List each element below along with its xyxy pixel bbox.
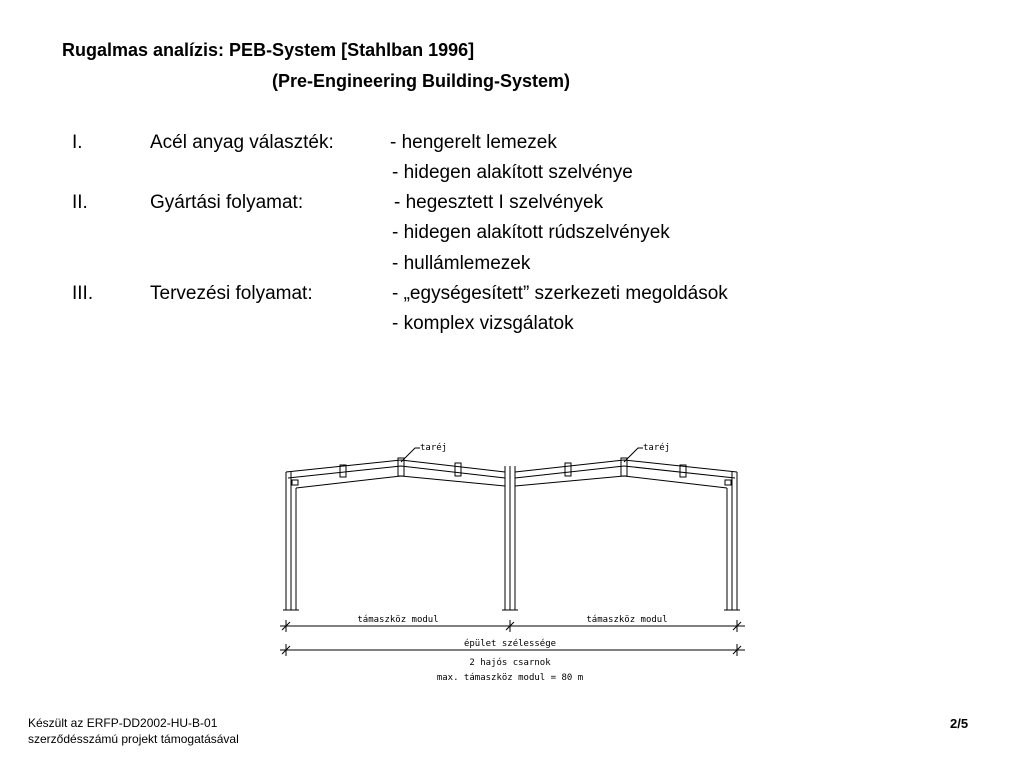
right-bay-rafters bbox=[515, 458, 737, 488]
ridge-label-right: taréj bbox=[643, 443, 671, 453]
ridge-label-left: taréj bbox=[420, 443, 448, 453]
title-line-1: Rugalmas analízis: PEB-System [Stahlban 1996] bbox=[62, 40, 475, 60]
section-1-number: I. bbox=[72, 132, 83, 153]
footer-line-2: szerződésszámú projekt támogatásával bbox=[28, 732, 239, 746]
section-1-item-2: - hidegen alakított szelvénye bbox=[392, 162, 633, 183]
title-line-2: (Pre-Engineering Building-System) bbox=[272, 71, 571, 91]
left-bay-rafters bbox=[286, 458, 505, 488]
portal-frame-diagram bbox=[270, 430, 760, 690]
section-1-label: Acél anyag választék: bbox=[150, 132, 334, 153]
section-3-item-1: - „egységesített” szerkezeti megoldások bbox=[392, 283, 728, 304]
section-2-item-2: - hidegen alakított rúdszelvények bbox=[392, 222, 670, 243]
width-label: épület szélessége bbox=[463, 639, 557, 649]
page-number: 2/5 bbox=[950, 716, 969, 731]
section-2-number: II. bbox=[72, 192, 88, 213]
right-column bbox=[724, 472, 740, 610]
section-3-label: Tervezési folyamat: bbox=[150, 283, 313, 304]
section-1-item-1: - hengerelt lemezek bbox=[390, 132, 557, 153]
section-2-label: Gyártási folyamat: bbox=[150, 192, 304, 213]
middle-column bbox=[502, 466, 518, 610]
span-label-left: támaszköz modul bbox=[357, 615, 439, 625]
caption-line-2: max. támaszköz modul = 80 m bbox=[436, 673, 584, 683]
caption-line-1: 2 hajós csarnok bbox=[469, 658, 551, 668]
section-2-item-3: - hullámlemezek bbox=[392, 253, 531, 274]
section-3-item-2: - komplex vizsgálatok bbox=[392, 313, 574, 334]
span-label-right: támaszköz modul bbox=[586, 615, 668, 625]
section-2-item-1: - hegesztett I szelvények bbox=[394, 192, 604, 213]
footer-line-1: Készült az ERFP-DD2002-HU-B-01 bbox=[28, 716, 218, 730]
span-dimension bbox=[280, 620, 745, 632]
section-3-number: III. bbox=[72, 283, 94, 304]
left-column bbox=[283, 472, 299, 610]
